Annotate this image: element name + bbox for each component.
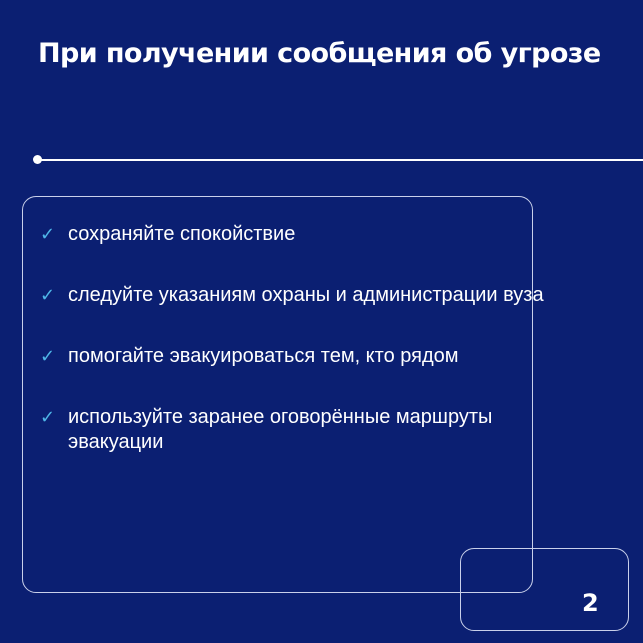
- bullet-list: [40, 222, 560, 455]
- bullet-item: [40, 344, 560, 369]
- page-number-frame: [460, 548, 629, 631]
- check-icon: ✓: [40, 285, 56, 306]
- bullet-item: [40, 405, 560, 455]
- bullet-text: помогайте эвакуироваться тем, кто рядом: [68, 345, 459, 367]
- bullet-item: [40, 222, 560, 247]
- check-icon: ✓: [40, 224, 56, 245]
- check-icon: ✓: [40, 346, 56, 367]
- bullet-text: сохраняйте спокойствие: [68, 223, 296, 245]
- check-icon: ✓: [40, 407, 56, 428]
- slide-title: При получении сообщения об угрозе: [38, 38, 601, 69]
- bullet-item: [40, 283, 560, 308]
- page-number: 2: [582, 589, 599, 617]
- bullet-text: используйте заранее оговорённые маршруты эвакуации: [68, 406, 493, 453]
- title-divider: [38, 159, 643, 161]
- divider-dot: [33, 155, 42, 164]
- bullet-text: следуйте указаниям охраны и администрации вуза: [68, 284, 544, 306]
